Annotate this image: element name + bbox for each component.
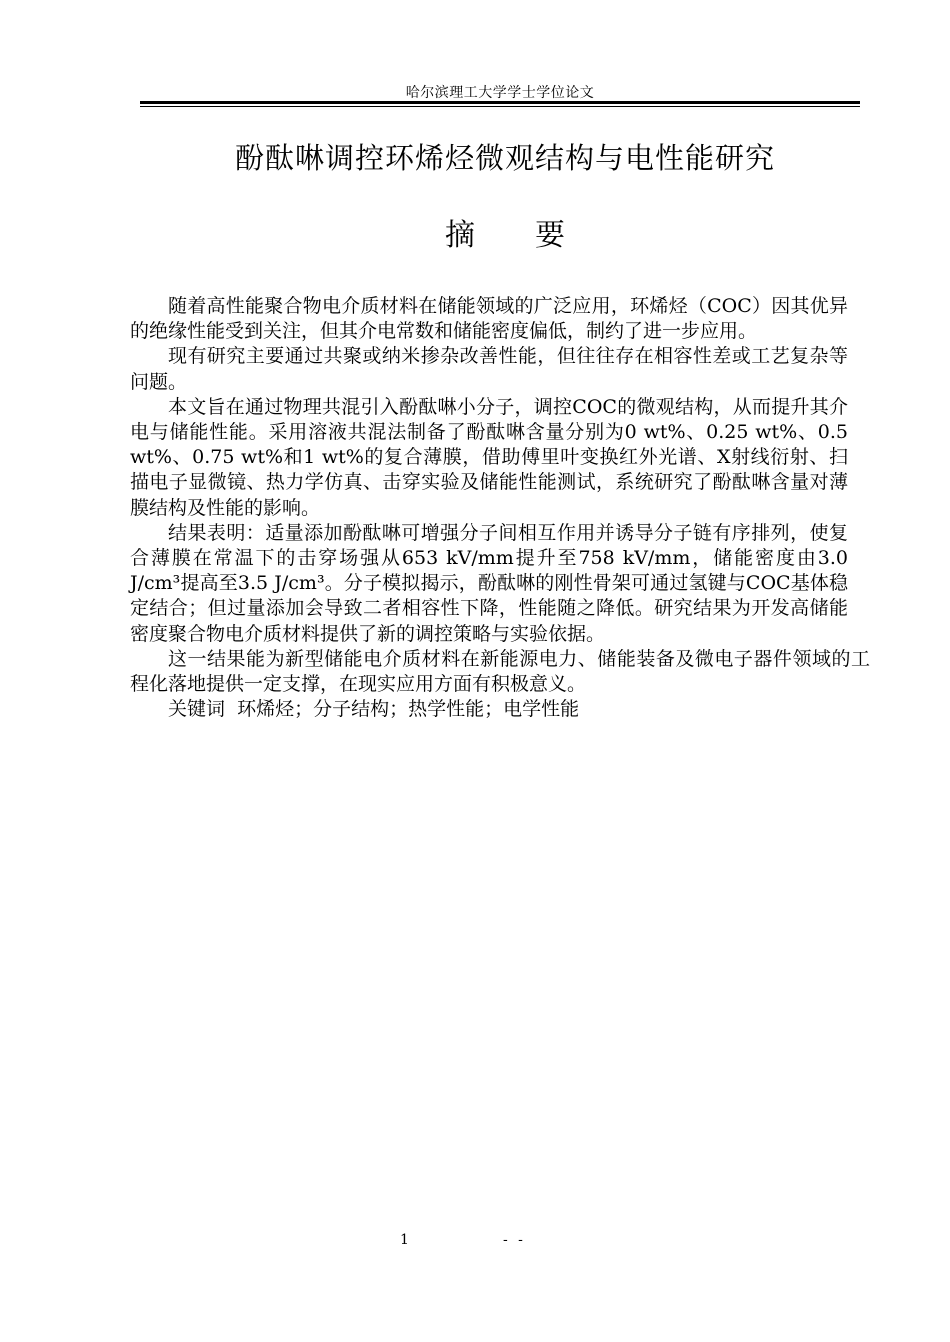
header-rule-thick [140, 101, 860, 104]
abstract-paragraph-3: 本文旨在通过物理共混引入酚酞啉小分子，调控COC的微观结构，从而提升其介电与储能性能。采用溶液共混法制备了酚酞啉含量分别为0 wt%、0.25 wt%、0.5 wt%、0.75 wt%和1 wt%的复合薄膜，借助傅里叶变换红外光谱、X射线衍射、扫描电子显微镜、热力学仿真、击穿实验及储能性能测试，系统研究了酚酞啉含量对薄膜结构及性能的影响。 [130, 395, 848, 519]
keywords-value: 环烯烃；分子结构；热学性能；电学性能 [237, 698, 580, 721]
abstract-paragraph-2: 现有研究主要通过共聚或纳米掺杂改善性能，但往往存在相容性差或工艺复杂等问题。 [130, 345, 848, 393]
abstract-paragraph-5: 这一结果能为新型储能电介质材料在新能源电力、储能装备及微电子器件领域的工程化落地提供一定支撑，在现实应用方面有积极意义。 [130, 647, 870, 696]
keywords-label: 关键词 [168, 698, 226, 721]
abstract-heading-char-2: 要 [535, 218, 565, 253]
abstract-paragraph-1: 随着高性能聚合物电介质材料在储能领域的广泛应用，环烯烃（COC）因其优异的绝缘性能受到关注，但其介电常数和储能密度偏低，制约了进一步应用。 [130, 295, 848, 343]
abstract-paragraph-4: 结果表明：适量添加酚酞啉可增强分子间相互作用并诱导分子链有序排列，使复合薄膜在常温下的击穿场强从653 kV/mm提升至758 kV/mm，储能密度由3.0 J/cm³提高至3.5 J/cm³。分子模拟揭示，酚酞啉的刚性骨架可通过氢键与COC基体稳定结合；但过量添加会导致二者相容性下降，性能随之降低。研究结果为开发高储能密度聚合物电介质材料提供了新的调控策略与实验依据。 [130, 521, 848, 645]
footer-dash: - - [503, 1232, 526, 1248]
thesis-title: 酚酞啉调控环烯烃微观结构与电性能研究 [234, 141, 775, 175]
page-number: 1 [400, 1232, 409, 1248]
header-rule-thin [140, 106, 860, 107]
abstract-heading-char-1: 摘 [445, 218, 475, 253]
abstract-heading [100, 210, 910, 254]
running-header: 哈尔滨理工大学学士学位论文 [405, 85, 595, 101]
keywords-line [130, 697, 848, 722]
abstract-body [130, 294, 870, 722]
